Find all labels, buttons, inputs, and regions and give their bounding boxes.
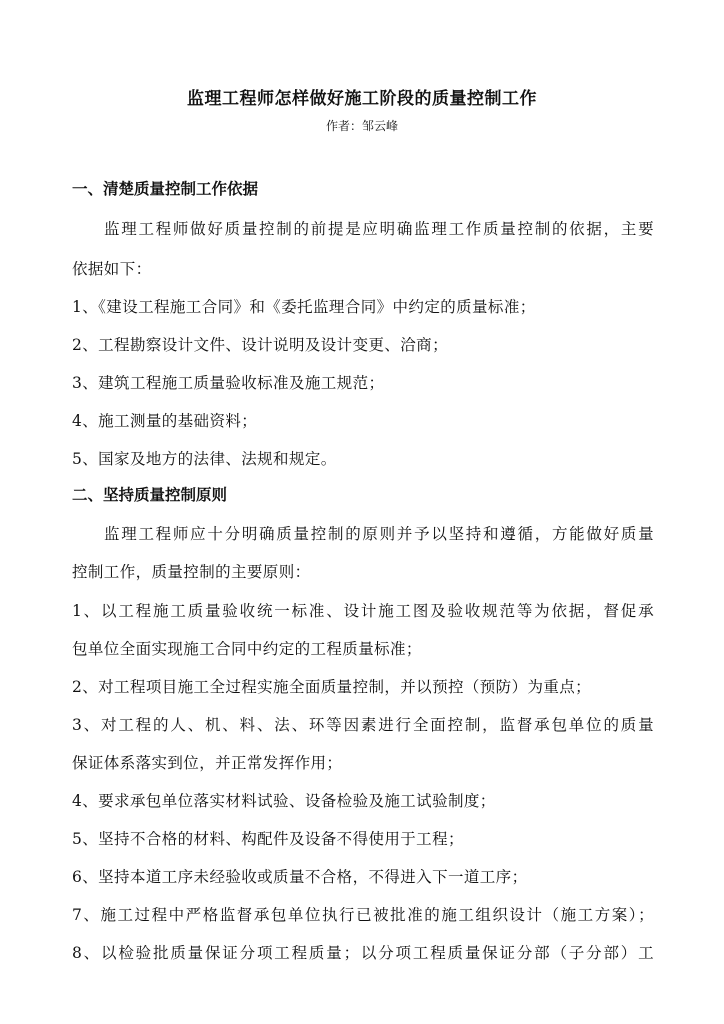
section-2-item-3-line-1: 3、对工程的人、机、料、法、环等因素进行全面控制，监督承包单位的质量 (72, 716, 654, 734)
section-2-item-4: 4、要求承包单位落实材料试验、设备检验及施工试验制度； (72, 792, 496, 810)
section-2-item-1-line-1: 1、以工程施工质量验收统一标准、设计施工图及验收规范等为依据，督促承 (72, 602, 654, 620)
section-2-intro-line-2: 控制工作，质量控制的主要原则： (72, 563, 311, 581)
section-1-item-5: 5、国家及地方的法律、法规和规定。 (72, 450, 337, 468)
section-2-intro-line-1: 监理工程师应十分明确质量控制的原则并予以坚持和遵循，方能做好质量 (104, 525, 654, 543)
section-2-item-5: 5、坚持不合格的材料、构配件及设备不得使用于工程； (72, 830, 464, 848)
section-1-intro-line-1: 监理工程师做好质量控制的前提是应明确监理工作质量控制的依据，主要 (104, 220, 654, 238)
document-title: 监理工程师怎样做好施工阶段的质量控制工作 (187, 89, 537, 109)
section-1-item-3: 3、建筑工程施工质量验收标准及施工规范； (72, 374, 385, 392)
section-2-item-2: 2、对工程项目施工全过程实施全面质量控制，并以预控（预防）为重点； (72, 678, 592, 696)
section-2-item-8: 8、以检验批质量保证分项工程质量；以分项工程质量保证分部（子分部）工 (72, 944, 654, 962)
section-1-intro-line-2: 依据如下： (72, 260, 152, 278)
section-1-item-1: 1、《建设工程施工合同》和《委托监理合同》中约定的质量标准； (72, 298, 536, 316)
section-1-heading: 一、清楚质量控制工作依据 (72, 180, 259, 198)
document-author: 作者：邹云峰 (325, 119, 398, 133)
section-2-item-3-line-2: 保证体系落实到位，并正常发挥作用； (72, 754, 343, 772)
section-2-item-7: 7、施工过程中严格监督承包单位执行已被批准的施工组织设计（施工方案）； (72, 906, 654, 924)
section-1-item-4: 4、施工测量的基础资料； (72, 412, 258, 430)
section-2-item-6: 6、坚持本道工序未经验收或质量不合格，不得进入下一道工序； (72, 868, 528, 886)
section-1-item-2: 2、工程勘察设计文件、设计说明及设计变更、洽商； (72, 336, 448, 354)
section-2-item-1-line-2: 包单位全面实现施工合同中约定的工程质量标准； (72, 640, 422, 658)
section-2-heading: 二、坚持质量控制原则 (72, 486, 228, 504)
